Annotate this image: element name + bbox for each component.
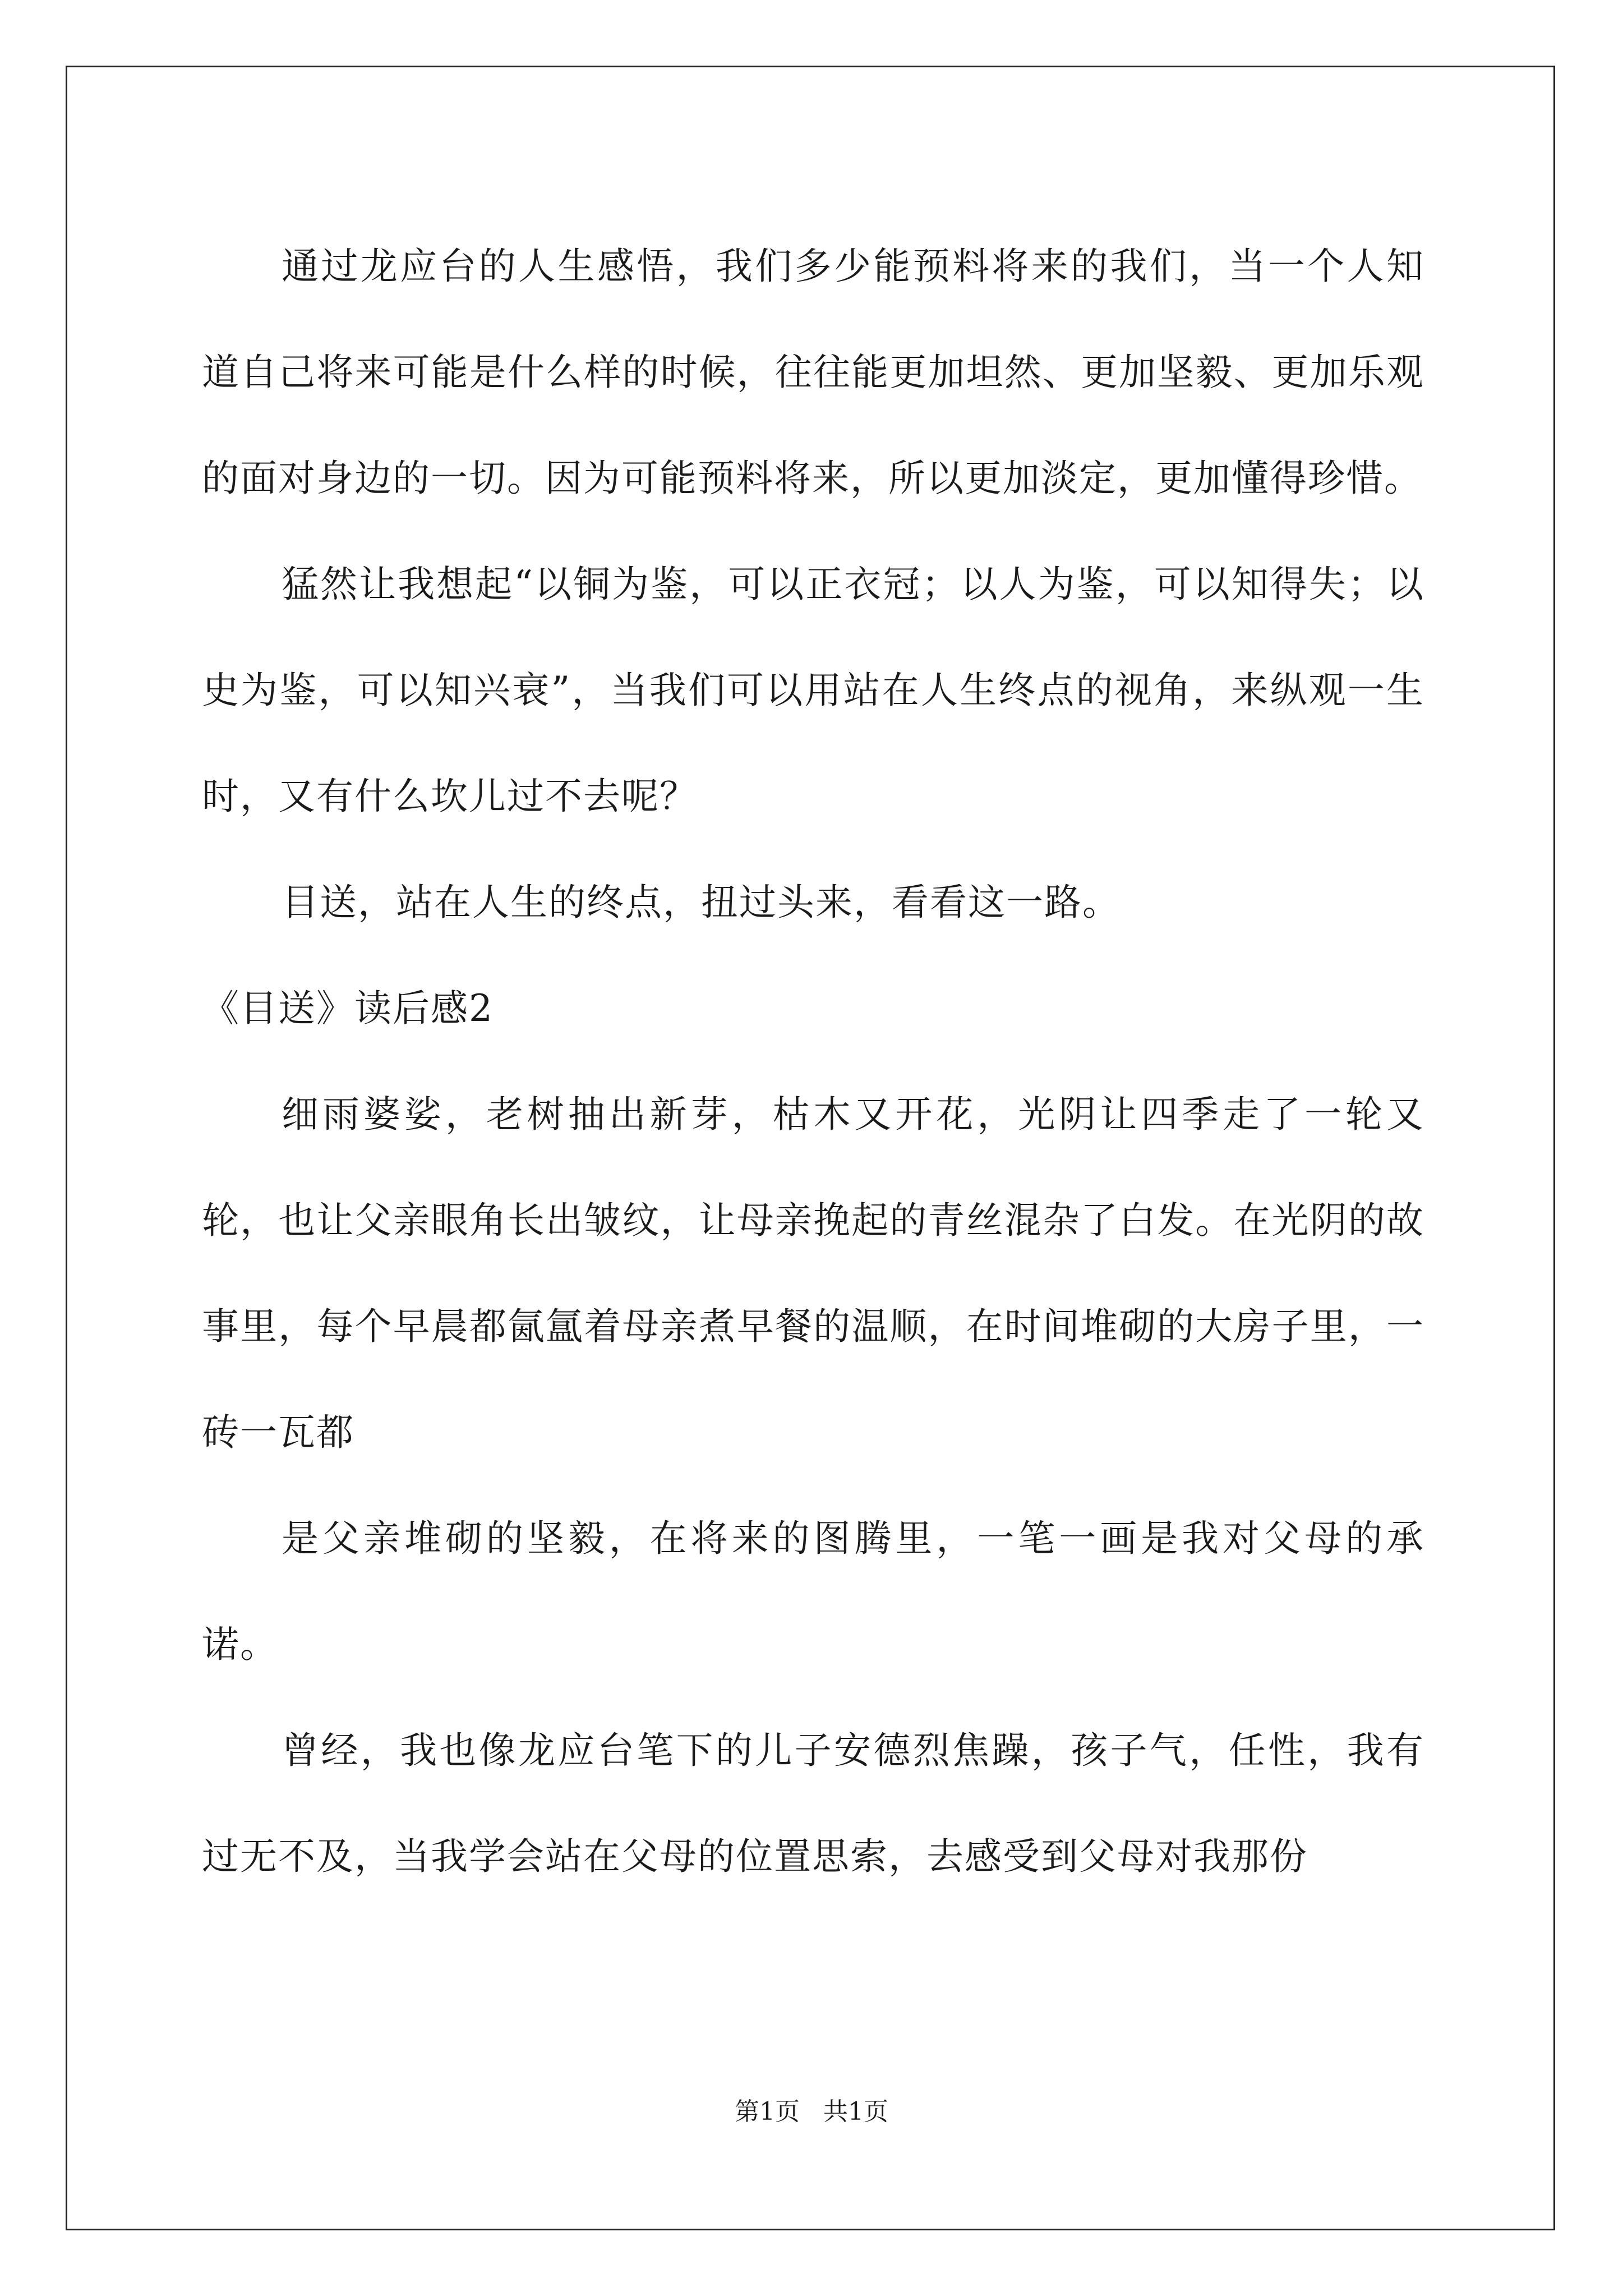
paragraph-6: 曾经，我也像龙应台笔下的儿子安德烈焦躁，孩子气，任性，我有过无不及，当我学会站在父母的位置思索，去感受到父母对我那份 — [202, 1729, 1424, 1878]
paragraph-1: 通过龙应台的人生感悟，我们多少能预料将来的我们，当一个人知道自己将来可能是什么样的时候，往往能更加坦然、更加坚毅、更加乐观的面对身边的一切。因为可能预料将来，所以更加淡定，更加懂得珍惜。 — [202, 245, 1424, 500]
page-number-current: 第1页 — [735, 2097, 800, 2126]
paragraph-2: 猛然让我想起“以铜为鉴，可以正衣冠；以人为鉴，可以知得失；以史为鉴，可以知兴衰”，当我们可以用站在人生终点的视角，来纵观一生时，又有什么坎儿过不去呢？ — [202, 563, 1424, 818]
section-heading: 《目送》读后感2 — [202, 987, 494, 1030]
page-number-total: 共1页 — [823, 2097, 888, 2126]
page-footer — [0, 2095, 1623, 2129]
paragraph-3: 目送，站在人生的终点，扭过头来，看看这一路。 — [282, 881, 1121, 924]
paragraph-5: 是父亲堆砌的坚毅，在将来的图腾里，一笔一画是我对父母的承诺。 — [202, 1517, 1424, 1666]
document-body — [202, 213, 1424, 1910]
footer-spacer — [800, 2097, 823, 2126]
paragraph-4: 细雨婆娑，老树抽出新芽，枯木又开花，光阴让四季走了一轮又轮，也让父亲眼角长出皱纹，让母亲挽起的青丝混杂了白发。在光阴的故事里，每个早晨都氤氲着母亲煮早餐的温顺，在时间堆砌的大房子里，一砖一瓦都 — [202, 1093, 1424, 1454]
